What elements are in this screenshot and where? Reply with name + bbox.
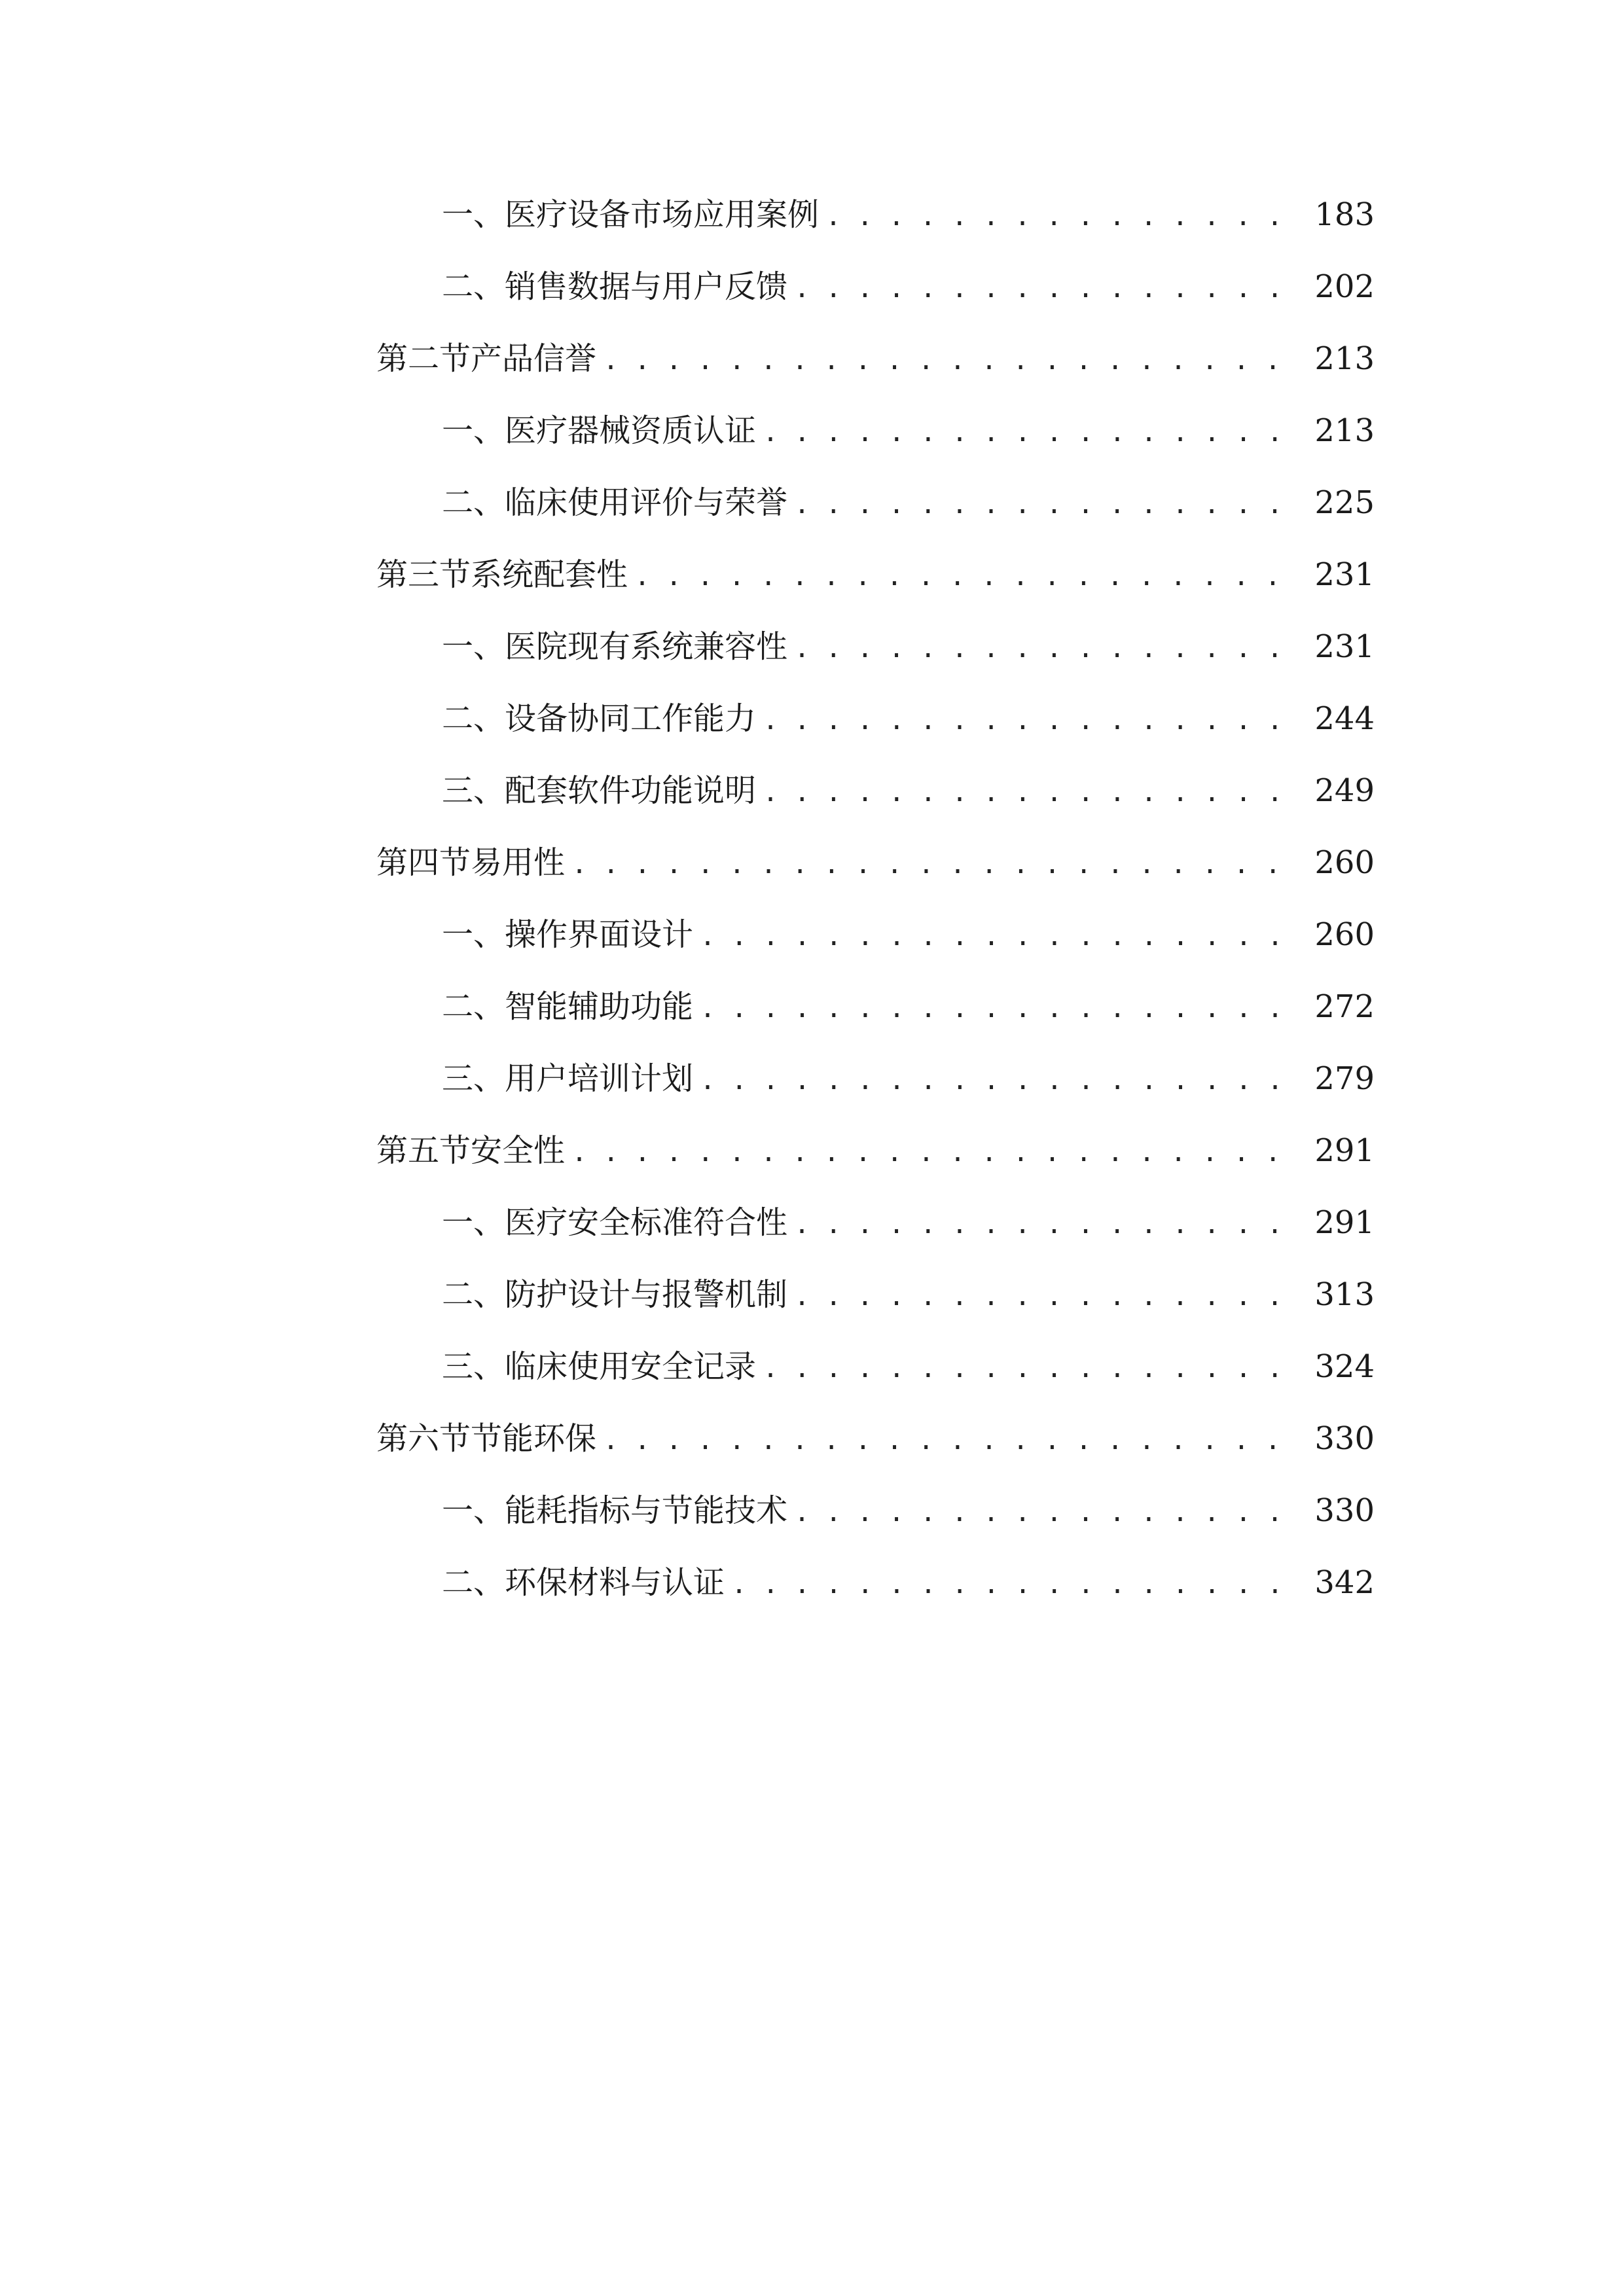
toc-entry[interactable] bbox=[376, 194, 1375, 266]
entry-page-number: 342 bbox=[1314, 1564, 1375, 1601]
entry-page-number: 291 bbox=[1314, 1132, 1375, 1169]
entry-number: 三、 bbox=[442, 1060, 505, 1097]
toc-entry[interactable] bbox=[376, 482, 1375, 554]
toc-section-entry[interactable] bbox=[376, 1418, 1375, 1490]
section-number: 第五节 bbox=[376, 1132, 471, 1169]
entry-page-number: 183 bbox=[1314, 196, 1375, 233]
section-title: 安全性 bbox=[471, 1132, 566, 1169]
dot-leader bbox=[794, 628, 1303, 670]
entry-page-number: 313 bbox=[1314, 1276, 1375, 1313]
toc-entry[interactable] bbox=[376, 1562, 1375, 1634]
entry-title: 销售数据与用户反馈 bbox=[505, 268, 788, 305]
entry-title: 防护设计与报警机制 bbox=[505, 1276, 788, 1313]
entry-number: 一、 bbox=[442, 916, 505, 953]
entry-page-number: 225 bbox=[1314, 484, 1375, 521]
section-title: 系统配套性 bbox=[471, 556, 628, 593]
section-title: 易用性 bbox=[471, 844, 566, 881]
entry-title: 智能辅助功能 bbox=[505, 988, 694, 1025]
toc-section-entry[interactable] bbox=[376, 1130, 1375, 1202]
entry-number: 一、 bbox=[442, 412, 505, 449]
toc-entry[interactable] bbox=[376, 698, 1375, 770]
entry-page-number: 279 bbox=[1314, 1060, 1375, 1097]
dot-leader bbox=[634, 556, 1303, 598]
toc-entry[interactable] bbox=[376, 266, 1375, 338]
dot-leader bbox=[571, 844, 1303, 886]
section-number: 第六节 bbox=[376, 1420, 471, 1457]
entry-number: 二、 bbox=[442, 700, 505, 737]
dot-leader bbox=[700, 1060, 1303, 1102]
entry-title: 临床使用安全记录 bbox=[505, 1348, 757, 1385]
entry-page-number: 330 bbox=[1314, 1492, 1375, 1529]
entry-page-number: 202 bbox=[1314, 268, 1375, 305]
entry-page-number: 244 bbox=[1314, 700, 1375, 737]
entry-number: 二、 bbox=[442, 1564, 505, 1601]
entry-title: 用户培训计划 bbox=[505, 1060, 694, 1097]
entry-title: 设备协同工作能力 bbox=[505, 700, 757, 737]
toc-entry[interactable] bbox=[376, 1274, 1375, 1346]
toc-section-entry[interactable] bbox=[376, 554, 1375, 626]
entry-title: 医疗设备市场应用案例 bbox=[505, 196, 820, 233]
entry-page-number: 231 bbox=[1314, 628, 1375, 665]
entry-number: 一、 bbox=[442, 628, 505, 665]
toc-entry[interactable] bbox=[376, 770, 1375, 842]
dot-leader bbox=[571, 1132, 1303, 1174]
dot-leader bbox=[763, 772, 1303, 814]
section-number: 第三节 bbox=[376, 556, 471, 593]
section-number: 第四节 bbox=[376, 844, 471, 881]
entry-title: 医疗安全标准符合性 bbox=[505, 1204, 788, 1241]
toc-entry[interactable] bbox=[376, 986, 1375, 1058]
toc-section-entry[interactable] bbox=[376, 338, 1375, 410]
entry-number: 一、 bbox=[442, 1492, 505, 1529]
dot-leader bbox=[794, 484, 1303, 526]
toc-entry[interactable] bbox=[376, 1058, 1375, 1130]
dot-leader bbox=[603, 340, 1303, 382]
entry-page-number: 249 bbox=[1314, 772, 1375, 809]
toc-entry[interactable] bbox=[376, 1202, 1375, 1274]
entry-title: 操作界面设计 bbox=[505, 916, 694, 953]
dot-leader bbox=[794, 1276, 1303, 1318]
toc-entry[interactable] bbox=[376, 626, 1375, 698]
entry-title: 医疗器械资质认证 bbox=[505, 412, 757, 449]
entry-number: 二、 bbox=[442, 484, 505, 521]
entry-page-number: 231 bbox=[1314, 556, 1375, 593]
entry-number: 三、 bbox=[442, 772, 505, 809]
entry-page-number: 324 bbox=[1314, 1348, 1375, 1385]
dot-leader bbox=[700, 988, 1303, 1030]
section-title: 节能环保 bbox=[471, 1420, 597, 1457]
toc-entry[interactable] bbox=[376, 410, 1375, 482]
entry-title: 能耗指标与节能技术 bbox=[505, 1492, 788, 1529]
dot-leader bbox=[700, 916, 1303, 958]
dot-leader bbox=[825, 196, 1303, 238]
entry-title: 临床使用评价与荣誉 bbox=[505, 484, 788, 521]
toc-entry[interactable] bbox=[376, 1346, 1375, 1418]
entry-title: 医院现有系统兼容性 bbox=[505, 628, 788, 665]
entry-number: 二、 bbox=[442, 988, 505, 1025]
entry-title: 环保材料与认证 bbox=[505, 1564, 725, 1601]
entry-number: 三、 bbox=[442, 1348, 505, 1385]
entry-page-number: 272 bbox=[1314, 988, 1375, 1025]
table-of-contents bbox=[376, 194, 1375, 1634]
entry-number: 一、 bbox=[442, 196, 505, 233]
entry-page-number: 213 bbox=[1314, 340, 1375, 377]
entry-page-number: 291 bbox=[1314, 1204, 1375, 1241]
toc-entry[interactable] bbox=[376, 914, 1375, 986]
section-title: 产品信誉 bbox=[471, 340, 597, 377]
entry-page-number: 330 bbox=[1314, 1420, 1375, 1457]
entry-number: 二、 bbox=[442, 1276, 505, 1313]
dot-leader bbox=[794, 1204, 1303, 1246]
toc-section-entry[interactable] bbox=[376, 842, 1375, 914]
dot-leader bbox=[763, 412, 1303, 454]
toc-entry[interactable] bbox=[376, 1490, 1375, 1562]
entry-title: 配套软件功能说明 bbox=[505, 772, 757, 809]
dot-leader bbox=[603, 1420, 1303, 1462]
entry-number: 一、 bbox=[442, 1204, 505, 1241]
entry-page-number: 260 bbox=[1314, 844, 1375, 881]
entry-page-number: 260 bbox=[1314, 916, 1375, 953]
entry-page-number: 213 bbox=[1314, 412, 1375, 449]
dot-leader bbox=[763, 700, 1303, 742]
dot-leader bbox=[763, 1348, 1303, 1390]
entry-number: 二、 bbox=[442, 268, 505, 305]
dot-leader bbox=[794, 1492, 1303, 1534]
dot-leader bbox=[794, 268, 1303, 310]
dot-leader bbox=[731, 1564, 1303, 1605]
section-number: 第二节 bbox=[376, 340, 471, 377]
